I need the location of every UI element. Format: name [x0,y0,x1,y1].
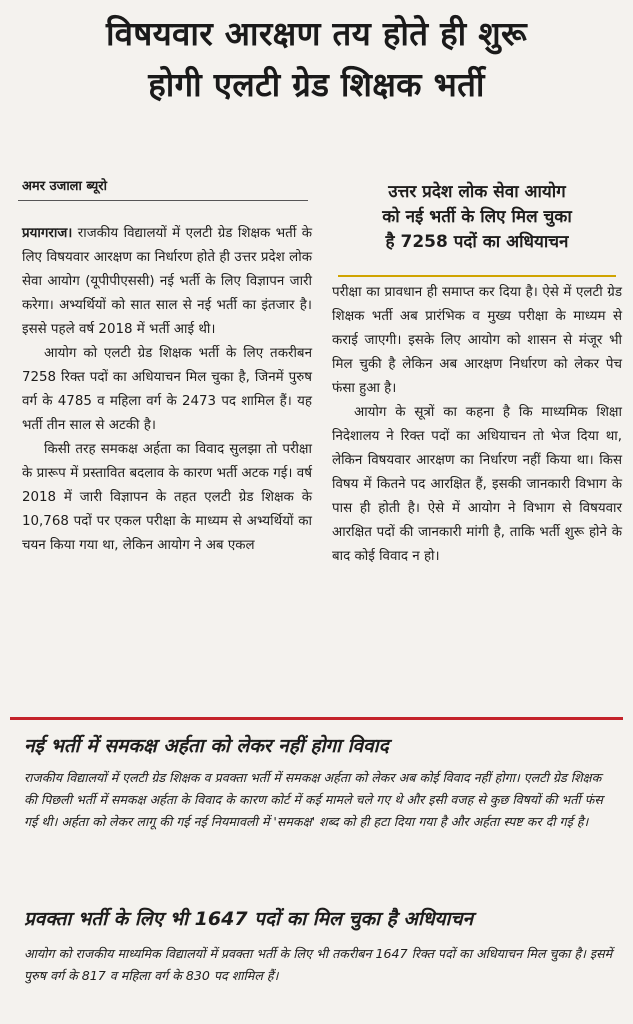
article-paragraph: किसी तरह समकक्ष अर्हता का विवाद सुलझा तो परीक्षा के प्रारूप में प्रस्तावित बदलाव के कारण भर्ती अटक गई। वर्ष 2018 में जारी विज्ञापन के तहत एलटी ग्रेड शिक्षक के 10,768 पदों पर एकल परीक्षा के माध्यम से अभ्यर्थियों का चयन किया गया था, लेकिन आयोग ने अब एकल [22,442,312,553]
main-headline [0,8,633,110]
section-body: राजकीय विद्यालयों में एलटी ग्रेड शिक्षक व प्रवक्ता भर्ती में समकक्ष अर्हता को लेकर अब कोई विवाद नहीं होगा। एलटी ग्रेड शिक्षक की पिछली भर्ती में समकक्ष अर्हता के विवाद के कारण कोर्ट में कई मामले चले गए थे और इसी वजह से कुछ विषयों की भर्ती फंस गई थी। अर्हता को लेकर लागू की गई नई नियमावली में 'समकक्ष' शब्द को ही हटा दिया गया है और अर्हता स्पष्ट कर दी गई है। [24,770,603,829]
article-paragraph: परीक्षा का प्रावधान ही समाप्त कर दिया है। ऐसे में एलटी ग्रेड शिक्षक भर्ती अब प्रारंभिक व मुख्य परीक्षा के माध्यम से कराई जाएगी। इसके लिए आयोग को शासन से मंजूर भी मिल चुकी है लेकिन अब आरक्षण निर्धारण को लेकर पेच फंसा हुआ है। [332,285,622,396]
section-heading: प्रवक्ता भर्ती के लिए भी 1647 पदों का मिल चुका है अधियाचन [24,908,474,930]
sidebar-line-3: है 7258 पदों का अधियाचन [385,232,569,252]
headline-line-1: विषयवार आरक्षण तय होते ही शुरू [106,14,527,53]
sidebar-headline [332,180,622,255]
byline: अमर उजाला ब्यूरो [22,179,107,194]
sidebar-line-2: को नई भर्ती के लिए मिल चुका [382,207,572,227]
headline-line-2: होगी एलटी ग्रेड शिक्षक भर्ती [148,65,485,104]
article-paragraph [22,222,312,342]
section-heading: नई भर्ती में समकक्ष अर्हता को लेकर नहीं होगा विवाद [24,735,389,757]
article-paragraph: आयोग को एलटी ग्रेड शिक्षक भर्ती के लिए तकरीबन 7258 रिक्त पदों का अधियाचन मिल चुका है, जिनमें पुरुष वर्ग के 4785 व महिला वर्ग के 2473 पद शामिल हैं। यह भर्ती तीन साल से अटकी है। [22,346,312,433]
sidebar-line-1: उत्तर प्रदेश लोक सेवा आयोग [388,182,566,202]
article-column-left [22,222,312,558]
article-column-right [332,281,622,569]
paragraph-text: राजकीय विद्यालयों में एलटी ग्रेड शिक्षक भर्ती के लिए विषयवार आरक्षण का निर्धारण होते ही उत्तर प्रदेश लोक सेवा आयोग (यूपीपीएससी) नई भर्ती के लिए विज्ञापन जारी करेगा। अभ्यर्थियों को सात साल से नई भर्ती का इंतजार है। इससे पहले वर्ष 2018 में भर्ती आई थी। [22,226,312,337]
section-body: आयोग को राजकीय माध्यमिक विद्यालयों में प्रवक्ता भर्ती के लिए भी तकरीबन 1647 रिक्त पदों का अधियाचन मिल चुका है। इसमें पुरुष वर्ग के 817 व महिला वर्ग के 830 पद शामिल हैं। [24,946,613,983]
sidebar-divider [338,275,616,277]
byline-divider [18,200,308,201]
section-divider [10,717,623,720]
article-paragraph: आयोग के सूत्रों का कहना है कि माध्यमिक शिक्षा निदेशालय ने रिक्त पदों का अधियाचन तो भेज दिया था, लेकिन विषयवार आरक्षण का निर्धारण नहीं किया था। किस विषय में कितने पद आरक्षित हैं, इसकी जानकारी विभाग के पास ही होती है। ऐसे में आयोग ने विभाग से विषयवार आरक्षित पदों की जानकारी मांगी है, ताकि भर्ती शुरू होने के बाद कोई विवाद न हो। [332,405,622,564]
dateline: प्रयागराज। [22,226,73,241]
